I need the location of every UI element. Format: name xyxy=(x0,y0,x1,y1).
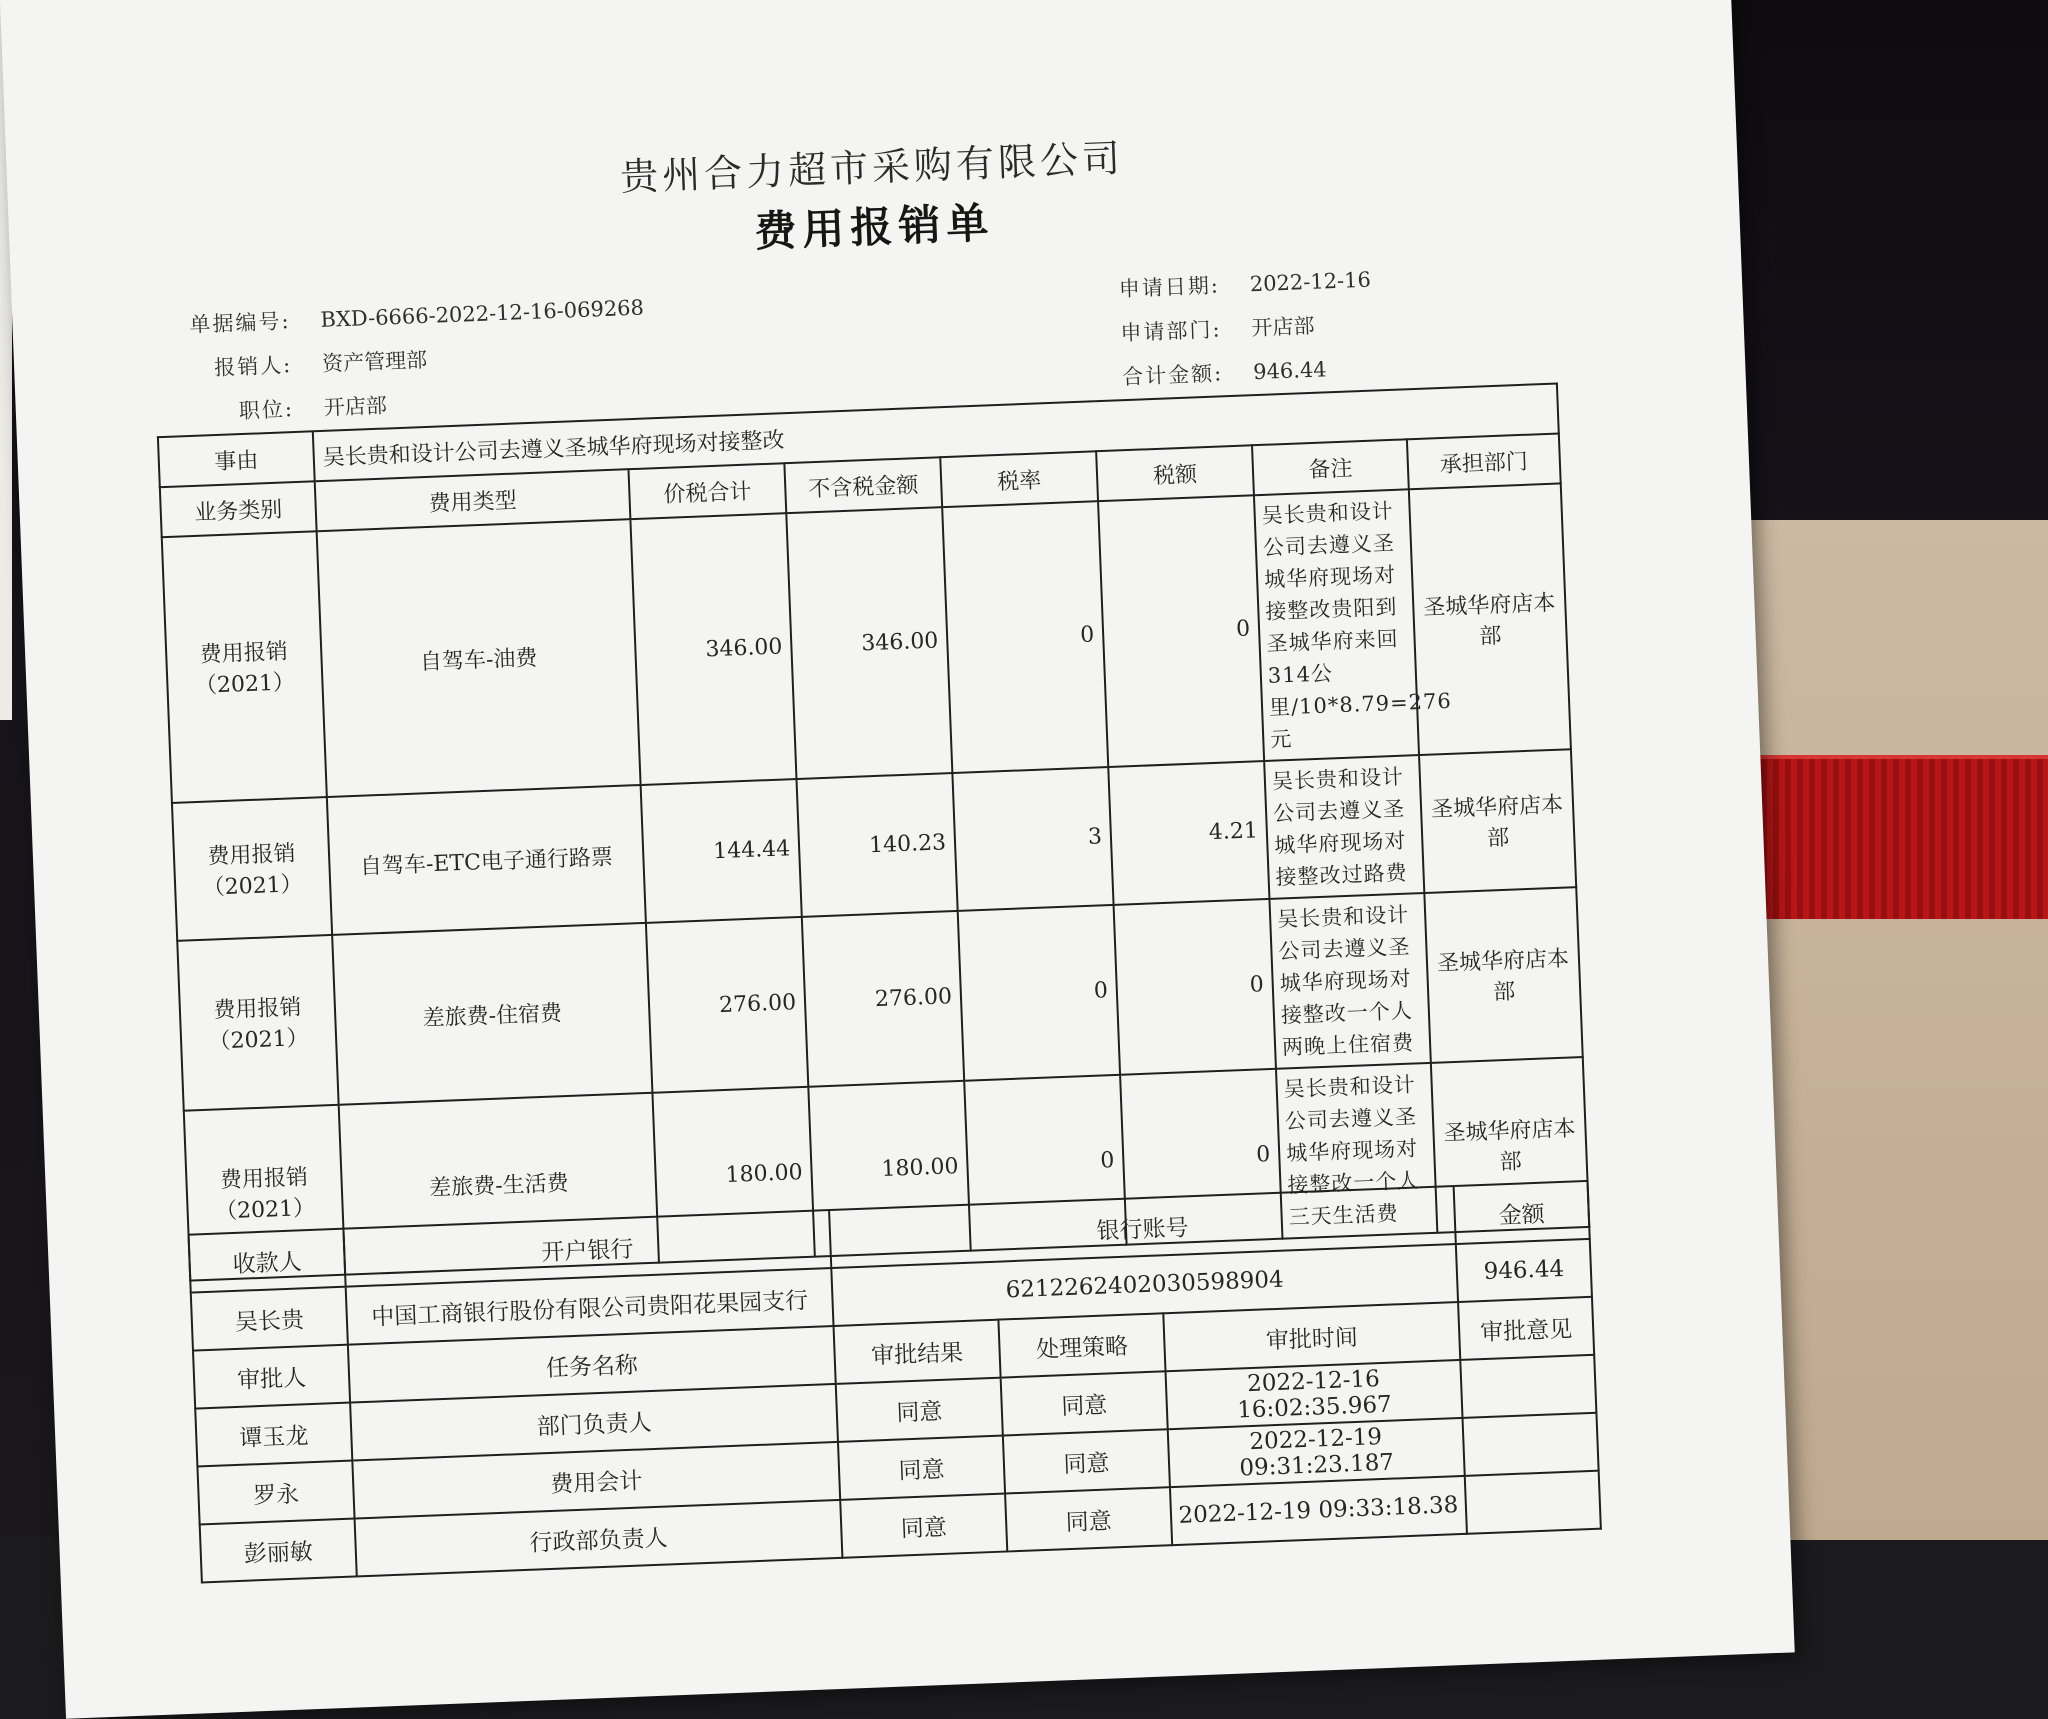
company-name: 贵州合力超市采购有限公司 xyxy=(619,135,1125,200)
table-row xyxy=(162,483,1571,803)
payment-amount: 946.44 xyxy=(1456,1239,1592,1302)
approval-time: 2022-12-19 09:31:23.187 xyxy=(1168,1418,1465,1487)
col-task: 任务名称 xyxy=(348,1326,836,1403)
col-result: 审批结果 xyxy=(834,1320,1001,1384)
row-rate: 0 xyxy=(942,501,1108,773)
col-gross: 价税合计 xyxy=(628,463,786,519)
doc-number-label: 单据编号: xyxy=(189,309,292,337)
col-rate: 税率 xyxy=(940,451,1098,507)
row-net: 276.00 xyxy=(802,911,964,1087)
approval-opinion xyxy=(1463,1413,1599,1476)
doc-number-value: BXD-6666-2022-12-16-069268 xyxy=(320,295,645,332)
approval-result: 同意 xyxy=(838,1436,1005,1500)
col-payee: 收款人 xyxy=(189,1229,346,1293)
dept-row xyxy=(1093,310,1315,348)
approval-opinion xyxy=(1465,1471,1601,1534)
apply-date-value: 2022-12-16 xyxy=(1249,267,1372,297)
approver-name: 罗永 xyxy=(197,1461,354,1525)
bank-account: 6212262402030598904 xyxy=(831,1244,1458,1326)
col-amount: 金额 xyxy=(1454,1181,1590,1244)
dept-value: 开店部 xyxy=(1251,313,1315,341)
col-opinion: 审批意见 xyxy=(1458,1297,1594,1360)
col-note: 备注 xyxy=(1252,439,1409,495)
position-label: 职位: xyxy=(238,397,295,424)
row-tax: 0 xyxy=(1114,899,1276,1075)
col-time: 审批时间 xyxy=(1163,1302,1460,1371)
form-title: 费用报销单 xyxy=(753,198,996,257)
col-strategy: 处理策略 xyxy=(998,1313,1165,1377)
position-row xyxy=(165,389,387,427)
row-note: 吴长贵和设计公司去遵义圣城华府现场对接整改过路费 xyxy=(1264,755,1424,899)
bank-name: 中国工商银行股份有限公司贵阳花果园支行 xyxy=(346,1268,834,1345)
row-gross: 180.00 xyxy=(652,1087,814,1263)
row-tax: 4.21 xyxy=(1108,761,1269,905)
reason-label: 事由 xyxy=(158,431,315,487)
claimant-label: 报销人: xyxy=(213,353,293,381)
row-category: 费用报销（2021） xyxy=(172,797,332,941)
task-name: 费用会计 xyxy=(352,1442,840,1519)
position-value: 开店部 xyxy=(323,393,388,420)
col-account: 银行账号 xyxy=(829,1186,1456,1268)
approval-time: 2022-12-16 16:02:35.967 xyxy=(1165,1360,1462,1429)
payee-name: 吴长贵 xyxy=(191,1287,348,1351)
row-note: 吴长贵和设计公司去遵义圣城华府现场对接整改贵阳到圣城华府来回314公里/10*8.79=276元 xyxy=(1254,489,1419,761)
col-type: 费用类型 xyxy=(315,469,631,531)
row-net: 180.00 xyxy=(808,1081,970,1257)
col-approver: 审批人 xyxy=(193,1345,350,1409)
apply-date-row xyxy=(1091,264,1371,305)
approval-strategy: 同意 xyxy=(1005,1487,1172,1551)
row-gross: 144.44 xyxy=(641,779,802,923)
row-tax: 0 xyxy=(1120,1069,1282,1245)
approval-strategy: 同意 xyxy=(1001,1371,1168,1435)
row-category: 费用报销（2021） xyxy=(177,935,338,1111)
approval-result: 同意 xyxy=(836,1378,1003,1442)
col-dept: 承担部门 xyxy=(1407,433,1561,489)
row-net: 346.00 xyxy=(786,507,952,779)
row-dept: 圣城华府店本部 xyxy=(1409,483,1571,755)
doc-number-row xyxy=(162,292,644,340)
approver-name: 谭玉龙 xyxy=(195,1403,352,1467)
row-gross: 276.00 xyxy=(646,917,808,1093)
col-bank: 开户银行 xyxy=(343,1210,831,1287)
row-rate: 0 xyxy=(958,905,1120,1081)
approval-strategy: 同意 xyxy=(1003,1429,1170,1493)
total-label: 合计金额: xyxy=(1121,361,1224,390)
row-type: 自驾车-油费 xyxy=(317,519,641,797)
row-tax: 0 xyxy=(1098,495,1264,767)
approval-time: 2022-12-19 09:33:18.38 xyxy=(1170,1476,1467,1545)
apply-date-label: 申请日期: xyxy=(1118,273,1221,302)
approval-table xyxy=(187,1180,1601,1584)
row-type: 差旅费-住宿费 xyxy=(332,923,652,1105)
row-note: 吴长贵和设计公司去遵义圣城华府现场对接整改一个人两晚上住宿费 xyxy=(1269,893,1430,1069)
col-net: 不含税金额 xyxy=(784,457,942,513)
col-tax: 税额 xyxy=(1096,445,1254,501)
row-dept: 圣城华府店本部 xyxy=(1431,1057,1589,1233)
expense-table xyxy=(157,382,1590,1281)
task-name: 部门负责人 xyxy=(350,1384,838,1461)
row-type: 自驾车-ETC电子通行路票 xyxy=(327,785,646,935)
row-category: 费用报销（2021） xyxy=(184,1105,345,1281)
dept-label: 申请部门: xyxy=(1120,317,1223,346)
row-type: 差旅费-生活费 xyxy=(339,1093,659,1275)
row-dept: 圣城华府店本部 xyxy=(1424,887,1582,1063)
total-value: 946.44 xyxy=(1252,357,1328,385)
approval-result: 同意 xyxy=(840,1494,1007,1558)
row-category: 费用报销（2021） xyxy=(162,531,327,803)
row-rate: 0 xyxy=(964,1075,1126,1251)
row-rate: 3 xyxy=(952,767,1113,911)
row-note: 吴长贵和设计公司去遵义圣城华府现场对接整改一个人三天生活费 xyxy=(1276,1063,1437,1239)
red-fabric xyxy=(1725,755,2048,919)
row-gross: 346.00 xyxy=(630,513,796,785)
approval-opinion xyxy=(1460,1355,1596,1418)
claimant-value: 资产管理部 xyxy=(321,347,428,376)
row-dept: 圣城华府店本部 xyxy=(1419,749,1576,893)
claimant-row xyxy=(164,344,428,384)
reason-value: 吴长贵和设计公司去遵义圣城华府现场对接整改 xyxy=(313,384,1559,482)
approver-name: 彭丽敏 xyxy=(200,1519,357,1583)
total-row xyxy=(1095,353,1327,392)
task-name: 行政部负责人 xyxy=(355,1500,843,1577)
row-net: 140.23 xyxy=(796,773,957,917)
col-category: 业务类别 xyxy=(160,481,317,537)
